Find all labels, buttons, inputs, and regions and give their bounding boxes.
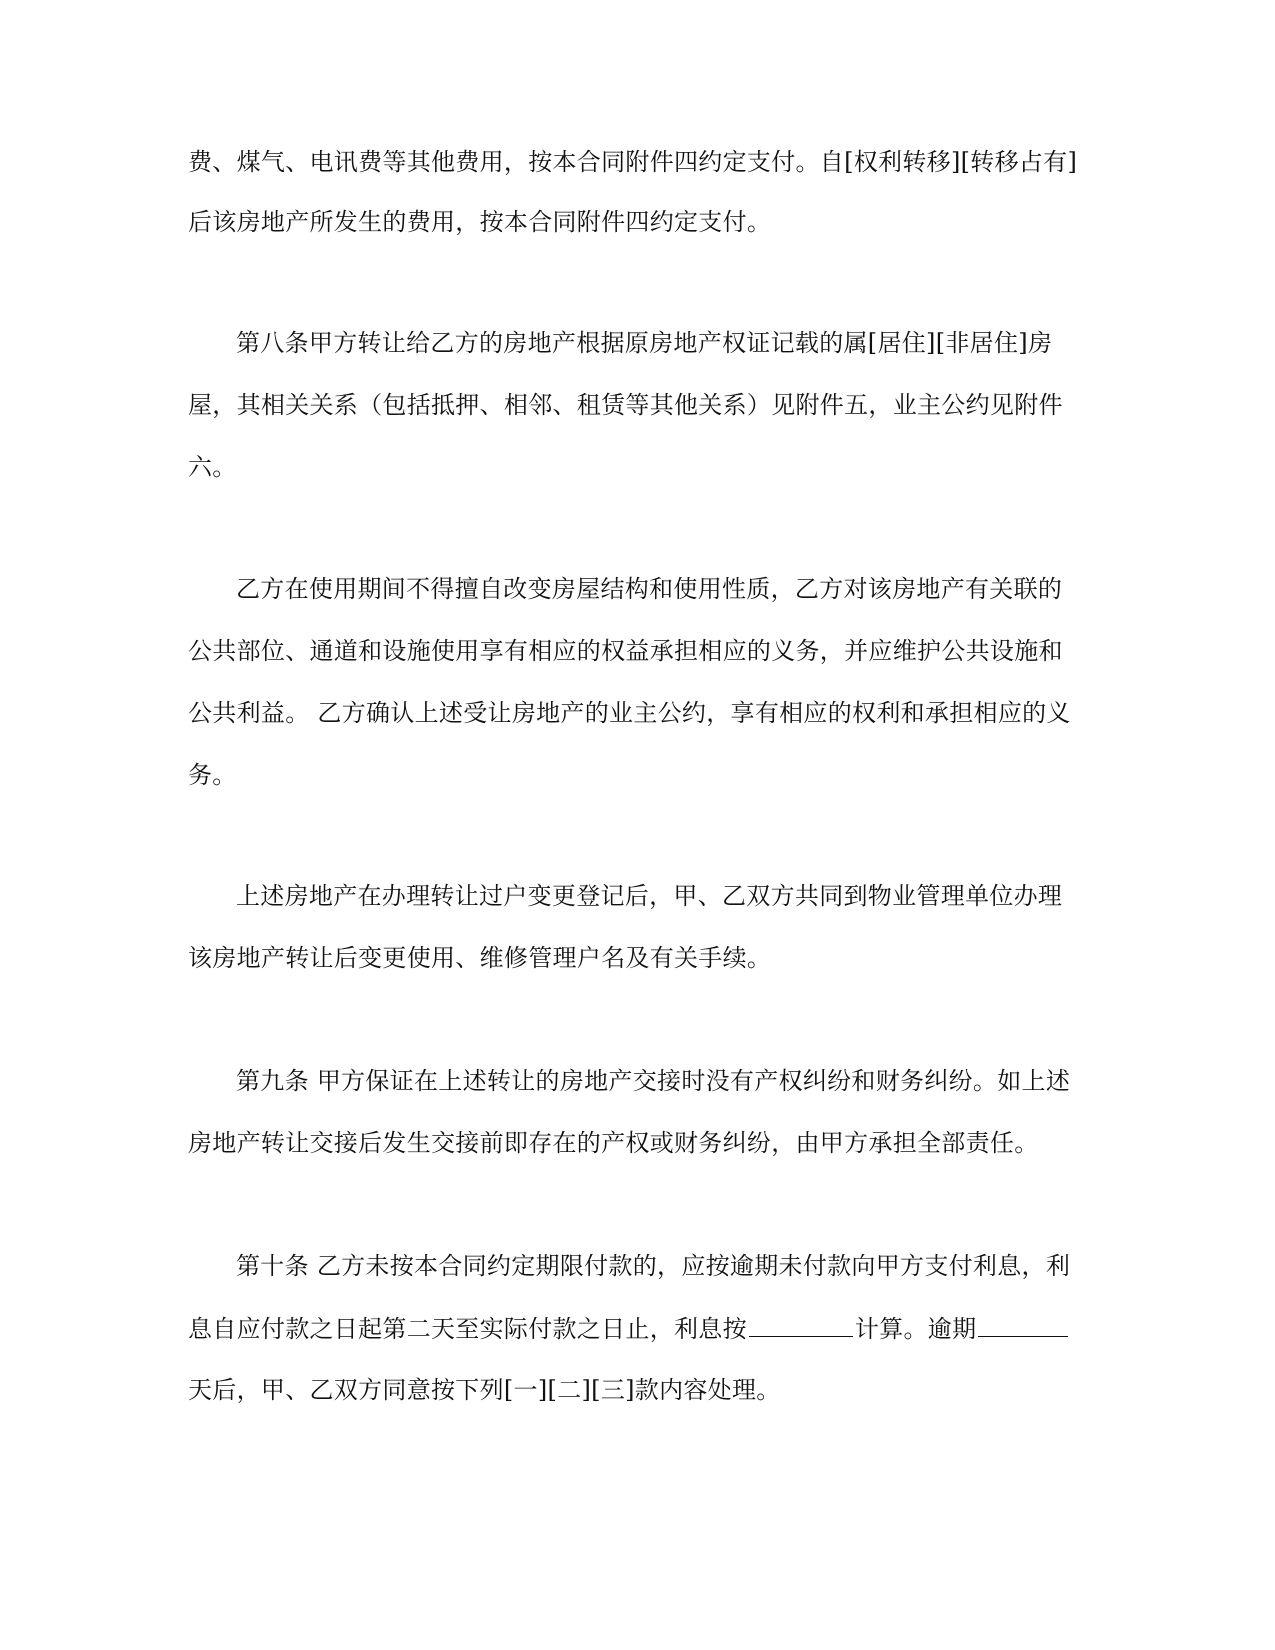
- article-9-first-line: 第九条 甲方保证在上述转让的房地产交接时没有产权纠纷和财务纠纷。如上述: [236, 1067, 1071, 1095]
- text-line: 费、煤气、电讯费等其他费用，按本合同附件四约定支付。自[权利转移][转移占有]: [188, 148, 1078, 176]
- interest-rate-blank: [749, 1312, 853, 1337]
- overdue-days-blank: [978, 1312, 1068, 1337]
- article-10-first-line: 第十条 乙方未按本合同约定期限付款的，应按逾期未付款向甲方支付利息，利: [236, 1252, 1071, 1280]
- paragraph-first-line: 上述房地产在办理转让过户变更登记后，甲、乙双方共同到物业管理单位办理: [236, 882, 1063, 910]
- text-line: 公共部位、通道和设施使用享有相应的权益承担相应的义务，并应维护公共设施和: [188, 637, 1063, 665]
- text-segment: 计算。逾期: [854, 1315, 977, 1343]
- text-line: 务。: [188, 761, 237, 789]
- text-line: 该房地产转让后变更使用、维修管理户名及有关手续。: [188, 944, 772, 972]
- text-line: 公共利益。 乙方确认上述受让房地产的业主公约，享有相应的权利和承担相应的义: [188, 699, 1071, 727]
- text-line: 后该房地产所发生的费用，按本合同附件四约定支付。: [188, 208, 772, 236]
- text-line-with-blanks: [188, 1312, 1088, 1345]
- text-line: 房地产转让交接后发生交接前即存在的产权或财务纠纷，由甲方承担全部责任。: [188, 1129, 1039, 1157]
- text-line: 屋，其相关关系（包括抵押、相邻、租赁等其他关系）见附件五，业主公约见附件: [188, 391, 1063, 419]
- text-line: 六。: [188, 453, 237, 481]
- text-segment: 息自应付款之日起第二天至实际付款之日止，利息按: [188, 1315, 747, 1343]
- text-line: 天后，甲、乙双方同意按下列[一][二][三]款内容处理。: [188, 1376, 781, 1404]
- paragraph-first-line: 乙方在使用期间不得擅自改变房屋结构和使用性质，乙方对该房地产有关联的: [236, 575, 1063, 603]
- article-8-first-line: 第八条甲方转让给乙方的房地产根据原房地产权证记载的属[居住][非居住]房: [236, 329, 1053, 357]
